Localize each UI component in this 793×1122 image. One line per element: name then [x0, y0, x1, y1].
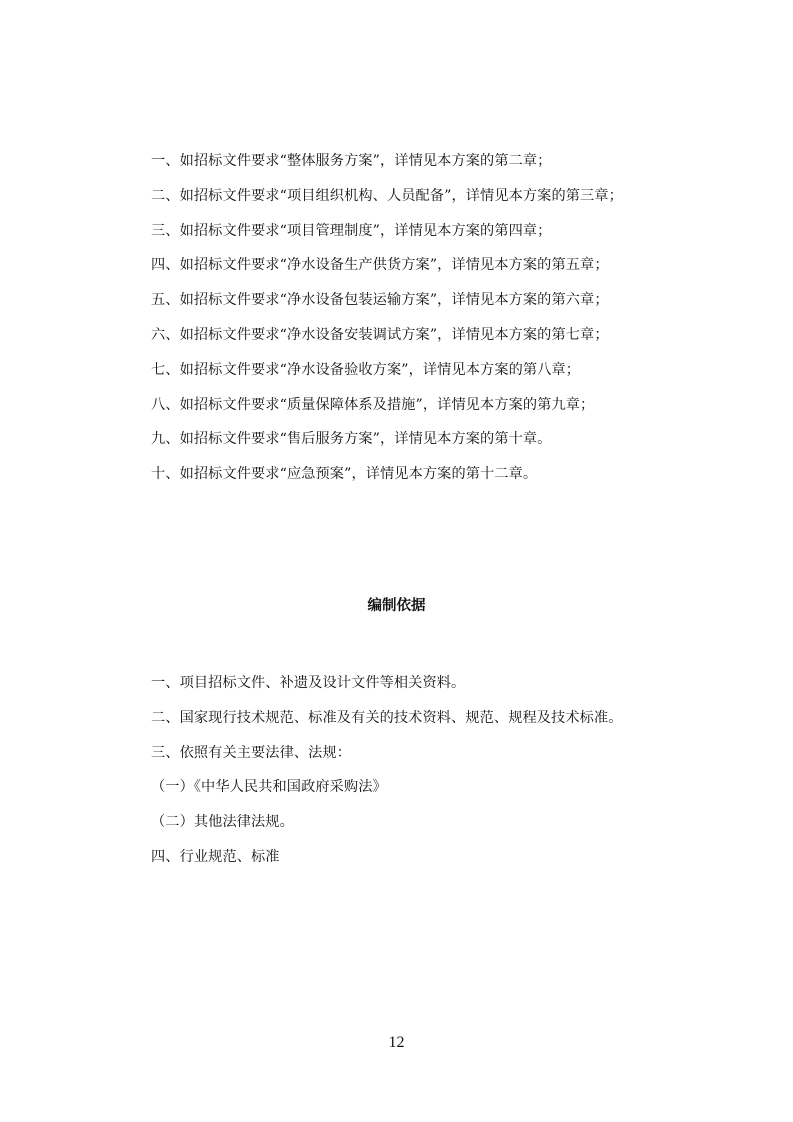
list-item: 六、如招标文件要求“净水设备安装调试方案”，详情见本方案的第七章；	[151, 326, 609, 343]
requirements-list	[151, 144, 711, 492]
section-title-basis: 编制依据	[367, 598, 426, 614]
list-item: 八、如招标文件要求“质量保障体系及措施”，详情见本方案的第九章；	[151, 396, 595, 413]
list-item: 四、如招标文件要求“净水设备生产供货方案”，详情见本方案的第五章；	[151, 257, 609, 274]
list-item: 二、国家现行技术规范、标准及有关的技术资料、规范、规程及技术标准。	[151, 709, 623, 726]
list-item: 一、项目招标文件、补遗及设计文件等相关资料。	[151, 675, 466, 691]
list-item: 九、如招标文件要求“售后服务方案”，详情见本方案的第十章。	[151, 431, 552, 448]
list-item: 三、依照有关主要法律、法规：	[151, 744, 352, 761]
list-item: 三、如招标文件要求“项目管理制度”，详情见本方案的第四章；	[151, 222, 552, 239]
page-number: 12	[388, 1034, 405, 1051]
list-item: 七、如招标文件要求“净水设备验收方案”，详情见本方案的第八章；	[151, 361, 581, 378]
list-item: （二）其他法律法规。	[151, 814, 294, 831]
basis-list	[151, 666, 711, 875]
list-item: 一、如招标文件要求“整体服务方案”，详情见本方案的第二章；	[151, 153, 552, 169]
list-item: 十、如招标文件要求“应急预案”，详情见本方案的第十二章。	[151, 466, 538, 483]
list-item: 五、如招标文件要求“净水设备包装运输方案”，详情见本方案的第六章；	[151, 292, 609, 309]
list-item: 二、如招标文件要求“项目组织机构、人员配备”，详情见本方案的第三章；	[151, 187, 623, 204]
list-item: 四、行业规范、标准	[151, 848, 280, 865]
list-item: （一）《中华人民共和国政府采购法》	[151, 779, 387, 796]
